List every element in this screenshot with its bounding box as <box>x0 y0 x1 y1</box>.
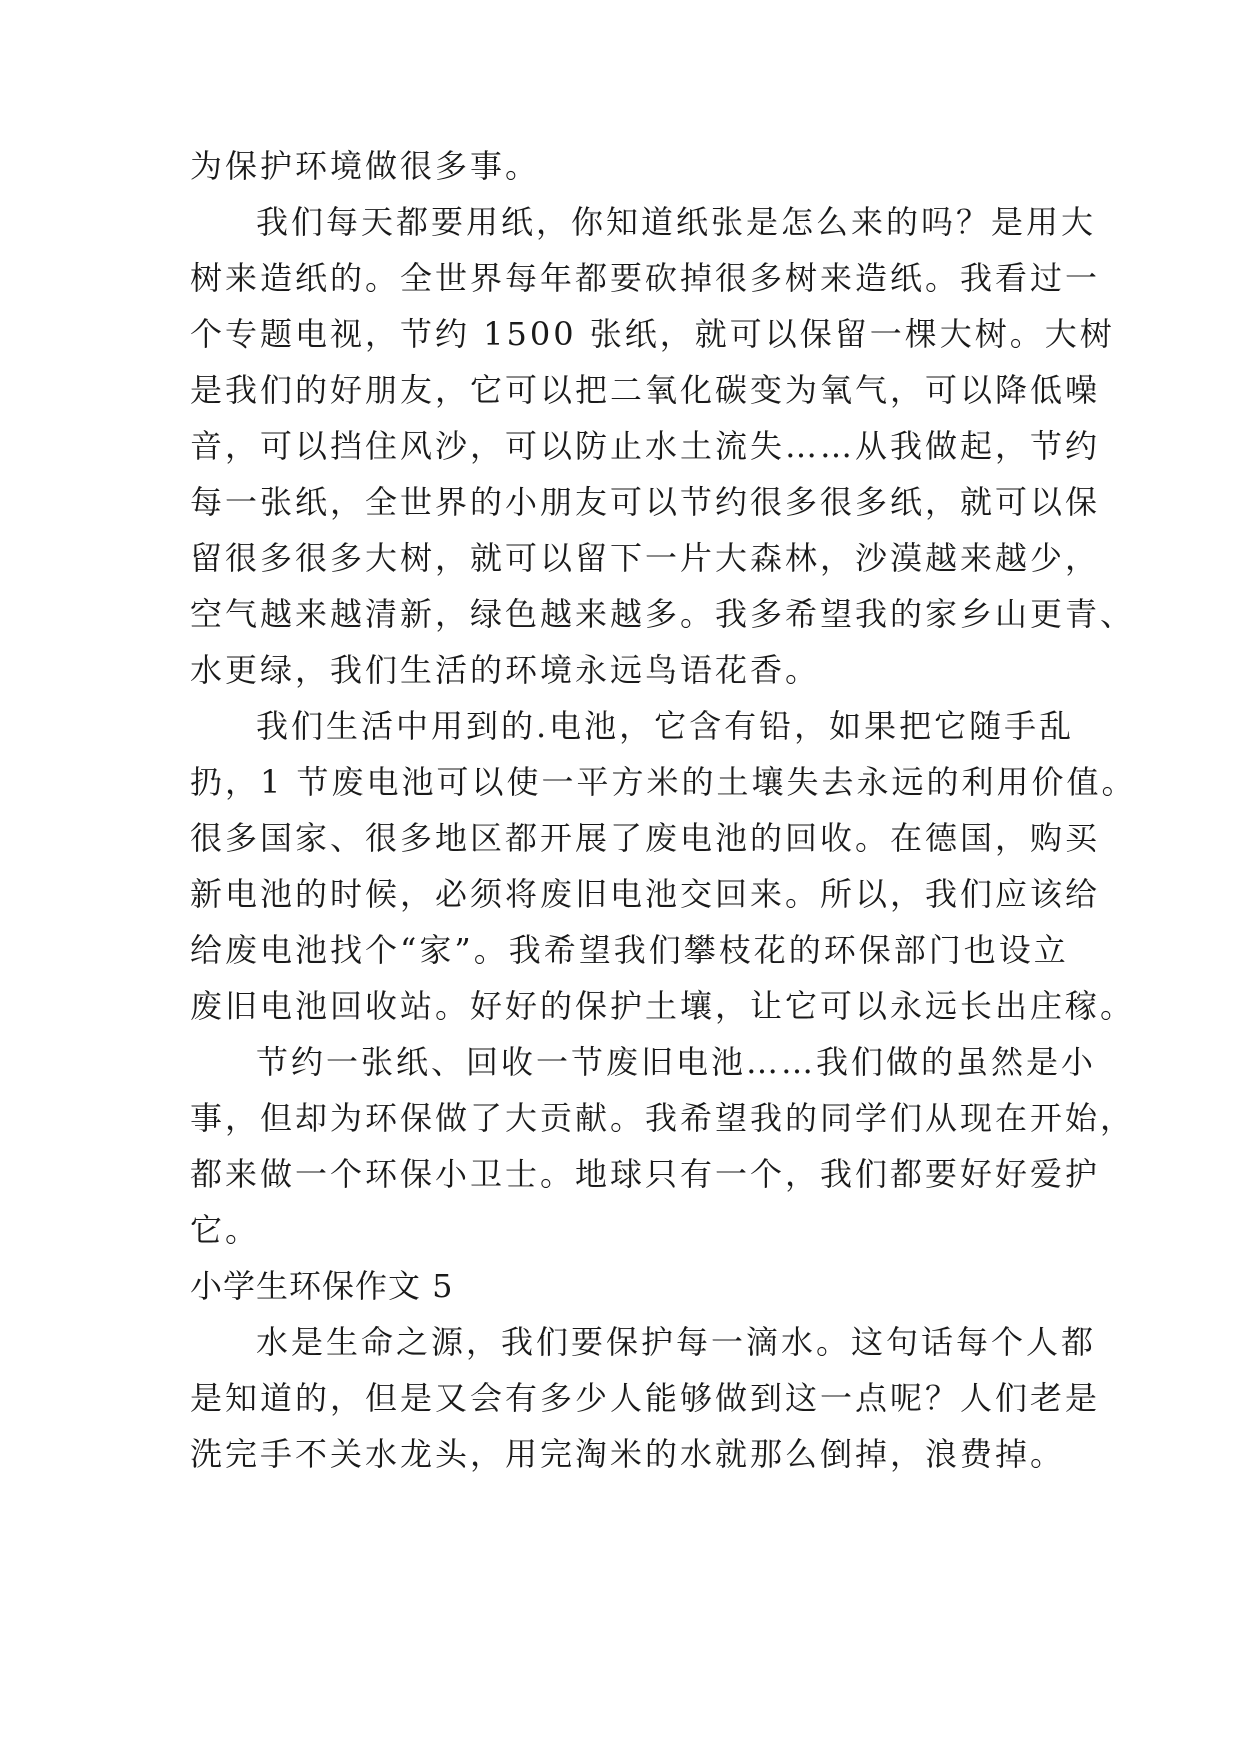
paragraph-line: 事，但却为环保做了大贡献。我希望我的同学们从现在开始， <box>190 1099 1136 1137</box>
paragraph-line: 它。 <box>190 1211 261 1249</box>
paragraph-line: 个专题电视，节约 1500 张纸，就可以保留一棵大树。大树 <box>190 315 1115 353</box>
paragraph-line: 空气越来越清新，绿色越来越多。我多希望我的家乡山更青、 <box>190 595 1136 633</box>
paragraph-line: 为保护环境做很多事。 <box>190 147 541 185</box>
paragraph-line: 每一张纸，全世界的小朋友可以节约很多很多纸，就可以保 <box>190 483 1101 521</box>
paragraph-line: 给废电池找个“家”。我希望我们攀枝花的环保部门也设立 <box>190 931 1069 969</box>
paragraph-line: 洗完手不关水龙头，用完淘米的水就那么倒掉，浪费掉。 <box>190 1435 1066 1473</box>
paragraph-line: 水更绿，我们生活的环境永远鸟语花香。 <box>190 651 821 689</box>
paragraph-line: 废旧电池回收站。好好的保护土壤，让它可以永远长出庄稼。 <box>190 987 1136 1025</box>
paragraph-line: 节约一张纸、回收一节废旧电池……我们做的虽然是小 <box>256 1043 1097 1081</box>
paragraph-line: 扔，1 节废电池可以使一平方米的土壤失去永远的利用价值。 <box>190 763 1137 801</box>
paragraph-line: 留很多很多大树，就可以留下一片大森林，沙漠越来越少， <box>190 539 1101 577</box>
section-title: 小学生环保作文 5 <box>190 1267 454 1305</box>
paragraph-line: 新电池的时候，必须将废旧电池交回来。所以，我们应该给 <box>190 875 1101 913</box>
paragraph-line: 是知道的，但是又会有多少人能够做到这一点呢？人们老是 <box>190 1379 1101 1417</box>
paragraph-line: 音，可以挡住风沙，可以防止水土流失……从我做起，节约 <box>190 427 1101 465</box>
paragraph-line: 我们生活中用到的.电池，它含有铅，如果把它随手乱 <box>256 707 1075 745</box>
paragraph-line: 水是生命之源，我们要保护每一滴水。这句话每个人都 <box>256 1323 1097 1361</box>
paragraph-line: 树来造纸的。全世界每年都要砍掉很多树来造纸。我看过一 <box>190 259 1101 297</box>
paragraph-line: 很多国家、很多地区都开展了废电池的回收。在德国，购买 <box>190 819 1101 857</box>
paragraph-line: 是我们的好朋友，它可以把二氧化碳变为氧气，可以降低噪 <box>190 371 1101 409</box>
paragraph-line: 都来做一个环保小卫士。地球只有一个，我们都要好好爱护 <box>190 1155 1101 1193</box>
paragraph-line: 我们每天都要用纸，你知道纸张是怎么来的吗？是用大 <box>256 203 1097 241</box>
